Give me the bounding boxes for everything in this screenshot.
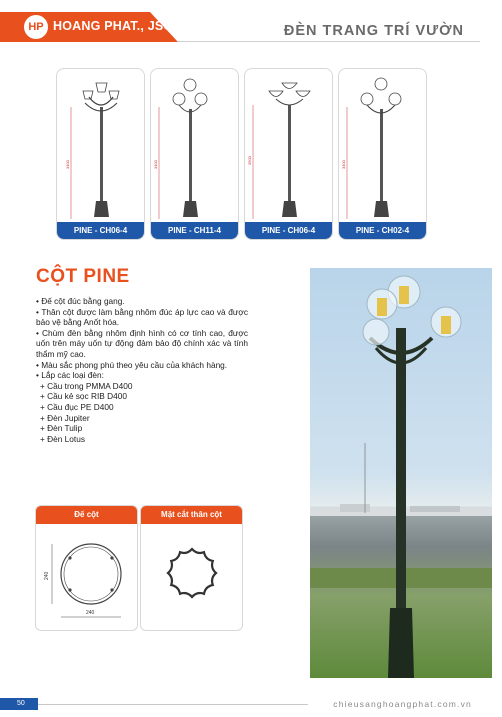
cross-section-diagram: [141, 524, 243, 631]
lamp-post-drawing-2: [151, 69, 239, 224]
category-title: ĐÈN TRANG TRÍ VƯỜN: [283, 23, 464, 39]
base-height-dimension: 240: [44, 571, 50, 580]
feature-item: • Đế cột đúc bằng gang.: [36, 296, 125, 306]
base-diagram: [36, 524, 138, 631]
section-title: CỘT PINE: [36, 266, 130, 287]
lamp-post-drawing-1: [57, 69, 145, 224]
product-photo: [310, 268, 492, 678]
base-diagram-title: Đế cột: [36, 506, 137, 524]
cross-section-title: Mặt cắt thân cột: [141, 506, 242, 524]
lamp-post-photo-illustration: [310, 268, 492, 678]
page-number: 50: [0, 698, 38, 710]
base-diagram-panel: [35, 505, 138, 631]
cross-section-panel: [140, 505, 243, 631]
lamp-type-item: + Cầu kẻ sọc RIB D400: [40, 391, 127, 402]
lamp-type-item: + Đèn Jupiter: [40, 412, 90, 423]
lamp-type-item: + Đèn Tulip: [40, 423, 83, 434]
lamp-post-drawing-4: [339, 69, 427, 224]
product-card-3[interactable]: [244, 68, 333, 240]
company-logo: HP: [24, 15, 48, 39]
product-label-3: PINE - CH06-4: [245, 222, 332, 239]
base-width-dimension: 240: [86, 610, 95, 616]
website-url: chieusanghoangphat.com.vn: [333, 699, 472, 709]
feature-list: [36, 296, 248, 444]
height-mark-3: 3500: [247, 156, 252, 165]
lamp-type-item: + Đèn Lotus: [40, 433, 85, 444]
height-mark-2: 3400: [153, 160, 158, 169]
product-card-2[interactable]: [150, 68, 239, 240]
header-divider: [178, 41, 480, 42]
footer-divider: [38, 704, 308, 705]
lamp-post-drawing-3: [245, 69, 333, 224]
feature-item: • Màu sắc phong phú theo yêu cầu của khách hàng.: [36, 359, 228, 370]
product-card-4[interactable]: [338, 68, 427, 240]
height-mark-1: 3400: [65, 160, 70, 169]
product-card-1[interactable]: [56, 68, 145, 240]
lamp-type-item: + Cầu trong PMMA D400: [40, 380, 133, 391]
product-label-2: PINE - CH11-4: [151, 222, 238, 239]
feature-item: • Chùm đèn bằng nhôm định hình có cơ tính cao, được uốn trên máy uốn tự động đảm bảo độ chính xác và tính thẩm mỹ cao.: [36, 327, 248, 359]
product-label-1: PINE - CH06-4: [57, 222, 144, 239]
height-mark-4: 3400: [341, 160, 346, 169]
company-name: HOANG PHAT., JSC: [53, 19, 173, 33]
product-label-4: PINE - CH02-4: [339, 222, 426, 239]
feature-item: • Thân cột được làm bằng nhôm đúc áp lực cao và được bảo vệ bằng Anốt hóa.: [36, 306, 248, 328]
feature-item: • Lắp các loại đèn:: [36, 370, 104, 381]
lamp-type-item: + Cầu đục PE D400: [40, 401, 114, 412]
